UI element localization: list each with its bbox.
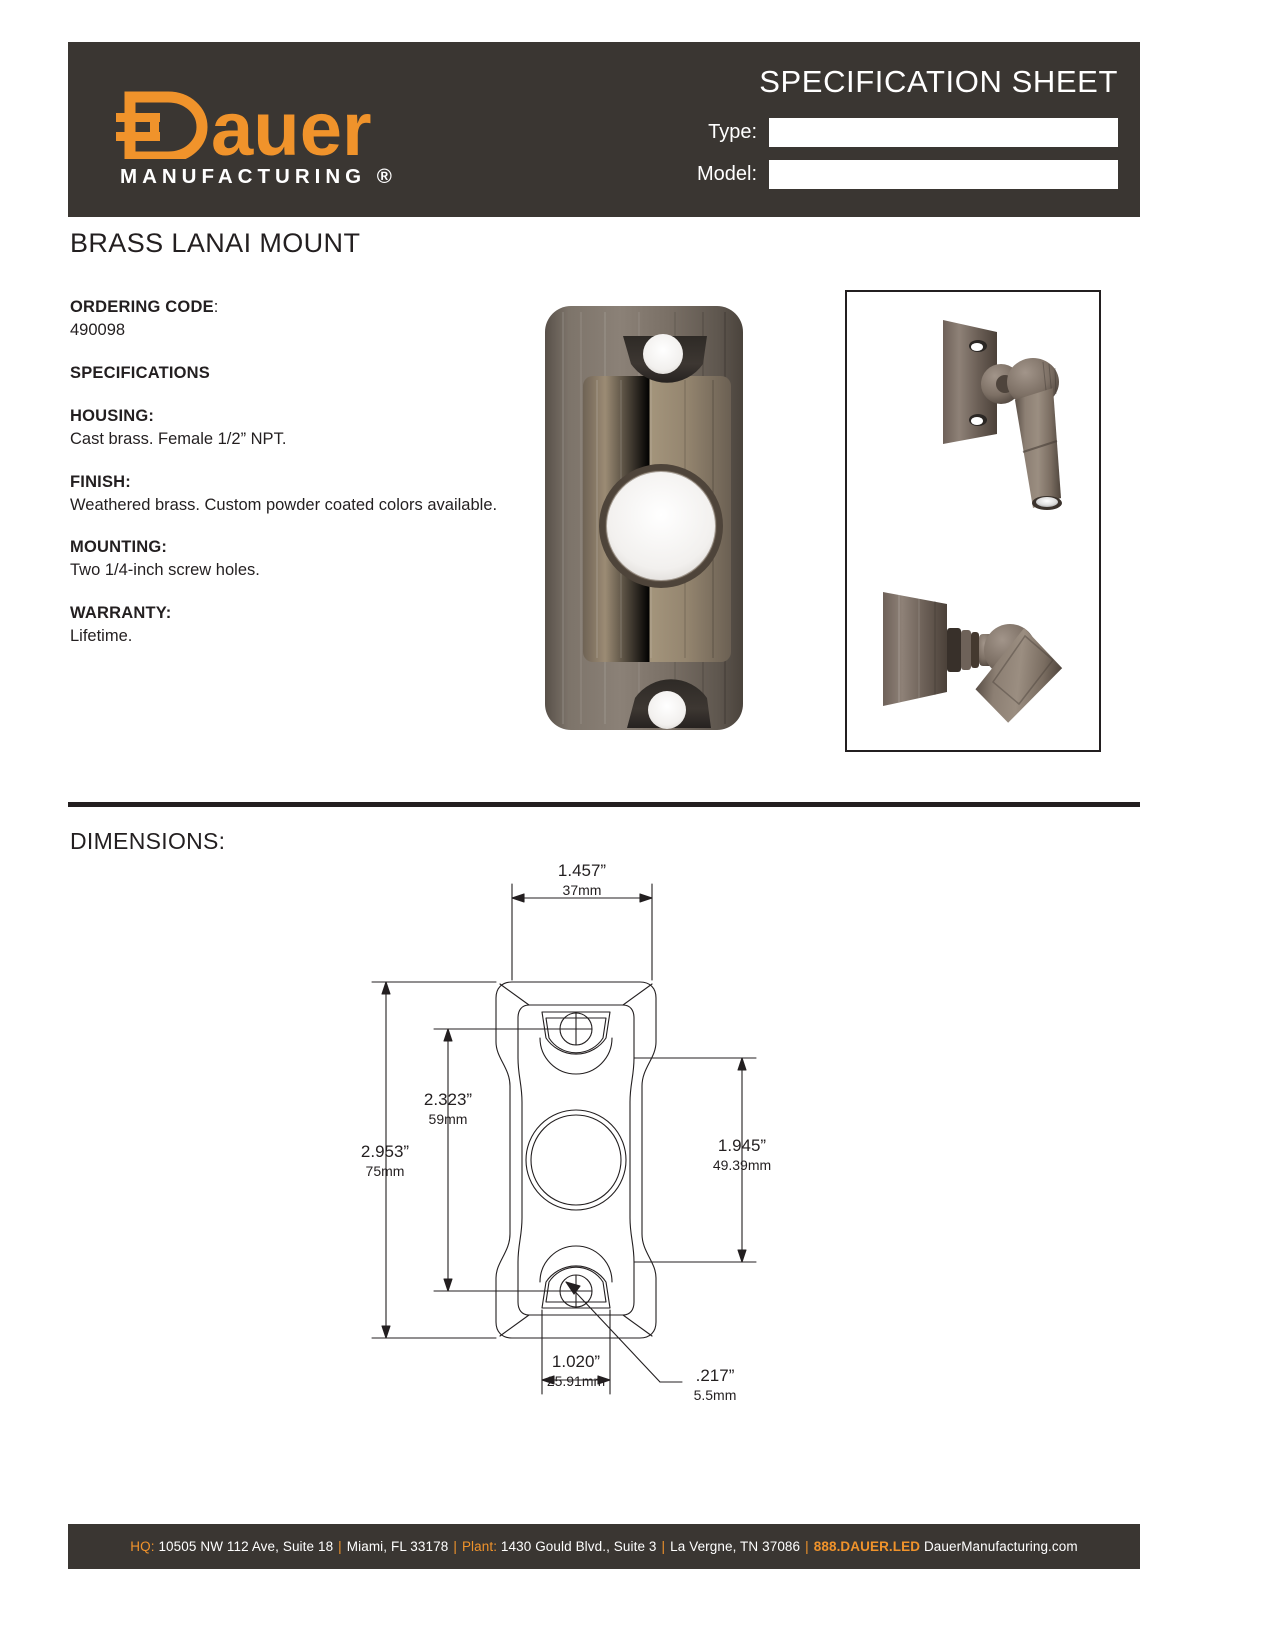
brand-logo [116,86,446,189]
model-field-row [498,160,1118,189]
footer-separator-2: | [453,1539,457,1554]
ordering-code-label: ORDERING CODE [70,298,214,316]
dim-width-bottom-inch: 1.020” [551,1352,601,1371]
technical-drawing-svg [330,862,850,1452]
warranty-label: WARRANTY: [70,604,172,623]
model-field-label: Model: [696,163,757,185]
dim-width-bottom-mm: 25.91mm [546,1373,606,1389]
footer-plant-address: 1430 Gould Blvd., Suite 3 [500,1539,657,1554]
dim-inner-height-mm: 49.39mm [712,1157,772,1173]
dim-hole-spacing-inch: 2.323” [423,1090,473,1109]
svg-text:auer: auer [211,87,372,159]
dim-height-overall-mm: 75mm [365,1163,405,1179]
footer-hq-address: 10505 NW 112 Ave, Suite 18 [158,1539,334,1554]
product-photo-inset [845,290,1101,752]
product-photo-main [535,298,753,738]
warranty-text: Lifetime. [70,627,133,646]
dim-height-overall-inch: 2.953” [360,1142,410,1161]
type-field-row [498,118,1118,147]
footer-separator-4: | [805,1539,809,1554]
page-footer [68,1524,1140,1569]
dim-width-top-mm: 37mm [562,882,602,898]
specifications-heading: SPECIFICATIONS [70,363,211,382]
dim-hole-diameter-mm: 5.5mm [693,1387,737,1403]
logo-tagline: MANUFACTURING ® [120,165,397,188]
footer-hq-label: HQ: [130,1539,155,1554]
dim-inner-height-inch: 1.945” [717,1136,767,1155]
model-input[interactable] [769,160,1118,189]
footer-website[interactable]: DauerManufacturing.com [923,1539,1078,1554]
dim-hole-spacing-mm: 59mm [428,1111,468,1127]
page-header [68,42,1140,217]
ordering-code-colon: : [213,298,219,316]
footer-plant-label: Plant: [461,1539,498,1554]
type-input[interactable] [769,118,1118,147]
footer-separator-1: | [338,1539,342,1554]
ordering-code-value: 490098 [70,321,126,339]
footer-hq-city: Miami, FL 33178 [346,1539,449,1554]
housing-label: HOUSING: [70,406,155,425]
ordering-code-heading [70,298,510,317]
finish-text: Weathered brass. Custom powder coated colors available. [70,495,498,514]
type-field-label: Type: [708,121,757,143]
mounting-text: Two 1/4-inch screw holes. [70,561,260,580]
mounting-label: MOUNTING: [70,538,168,557]
dauer-logo-icon [116,87,406,159]
footer-contact-line [130,1539,1077,1554]
section-divider [68,802,1140,807]
page-title: BRASS LANAI MOUNT [70,228,361,258]
footer-separator-3: | [661,1539,666,1554]
dimensions-heading: DIMENSIONS: [70,828,226,854]
finish-label: FINISH: [70,472,131,491]
sheet-title: SPECIFICATION SHEET [759,64,1118,99]
dimension-drawing [330,862,850,1452]
lanai-mount-plate-image [535,298,753,738]
footer-plant-city: La Vergne, TN 37086 [670,1539,801,1554]
logo-wordmark [116,86,446,160]
specifications-column [70,298,510,670]
dim-width-top-inch: 1.457” [557,862,607,880]
header-right-group [498,64,1118,202]
fixture-application-image [847,292,1095,746]
lower-fixture [883,592,1066,728]
upper-fixture [943,320,1062,510]
footer-phone[interactable]: 888.DAUER.LED [813,1539,921,1554]
housing-text: Cast brass. Female 1/2” NPT. [70,429,287,448]
dim-hole-diameter-inch: .217” [695,1366,735,1385]
